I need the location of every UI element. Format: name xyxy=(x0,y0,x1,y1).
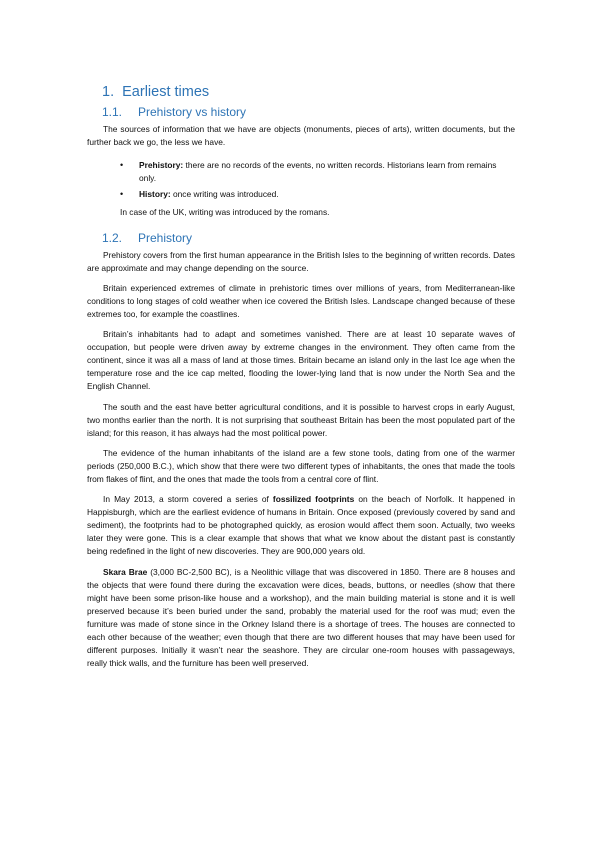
section-number: 1.2. xyxy=(102,230,123,245)
definition-text: there are no records of the events, no written records. Historians learn from remains only. xyxy=(139,160,497,184)
chapter-title: Earliest times xyxy=(122,84,210,100)
section-heading-1-1 xyxy=(102,104,515,120)
section-number: 1.1. xyxy=(102,105,123,119)
definition-list xyxy=(87,159,515,201)
section-intro-paragraph: The sources of information that we have are objects (monuments, pieces of arts), written documents, but the further back we go, the less we have. xyxy=(87,124,515,148)
chapter-heading xyxy=(102,82,515,102)
body-paragraph: The south and the east have better agricultural conditions, and it is possible to harvest crops in early August, two months earlier than the north. It is not surprising that southeast Britain has been the most populated part of the island; for this reason, it has always had the most political power. xyxy=(87,401,515,438)
body-paragraph xyxy=(87,566,515,671)
definition-term: Prehistory: xyxy=(139,160,184,171)
bold-term: fossilized footprints xyxy=(272,494,355,505)
list-item xyxy=(87,159,515,185)
body-paragraph: Britain experienced extremes of climate in prehistoric times over millions of years, from Mediterranean-like conditions to long stages of cold weather when ice covered the British Isles. Landscape changed because of these extremes too, for example the coastlines. xyxy=(87,282,515,319)
definition-term: History: xyxy=(139,189,171,200)
bullet-dot-icon: • xyxy=(120,189,124,200)
section-heading-1-2 xyxy=(102,230,515,246)
body-paragraph: The evidence of the human inhabitants of the island are a few stone tools, dating from one of the warmer periods (250,000 B.C.), which show that there were two different types of inhabitants, the ones that made the tools from flakes of flint, and the ones that made the tools from a central core of flint. xyxy=(87,447,515,484)
paragraph-text: In May 2013, a storm covered a series of xyxy=(103,494,273,505)
body-paragraph: Prehistory covers from the first human appearance in the British Isles to the beginning of written records. Dates are approximate and may change depending on the source. xyxy=(87,249,515,273)
paragraph-text: on the beach of Norfolk. It happened in Happisburgh, which are the earliest evidence of humans in Britain. Once exposed (previously covered by sand and sediment), the footprints had to be photographed quickly, as erosion would affect them soon. Actually, two weeks later they were gone. This is a clear example that shows that what we know about the distant past is constantly being redefined in the light of new discoveries. They are 900,000 years old. xyxy=(87,494,515,557)
chapter-number: 1. xyxy=(102,84,115,100)
document-content xyxy=(87,82,515,670)
section-title: Prehistory vs history xyxy=(138,105,247,119)
definition-text: once writing was introduced. xyxy=(170,189,279,200)
body-paragraph xyxy=(87,493,515,558)
list-item xyxy=(87,188,515,201)
section-title: Prehistory xyxy=(138,230,193,245)
body-paragraph: Britain’s inhabitants had to adapt and sometimes vanished. There are at least 10 separate waves of occupation, but people were driven away by extreme changes in the environment. They often came from the continent, since it was all a mass of land at those times. Britain became an island only in the last Ice age when the temperature rose and the ice cap melted, flooding the lower-lying land that is now under the North Sea and the English Channel. xyxy=(87,329,515,392)
note-paragraph: In case of the UK, writing was introduced by the romans. xyxy=(120,207,330,218)
paragraph-text: (3,000 BC-2,500 BC), is a Neolithic village that was discovered in 1850. There are 8 houses and the objects that were found there during the excavation were dices, beads, buttons, or needles (show that there might have been some prison-like house and a workshop), and the main building material is stone and it is well preserved because it’s been buried under the sand, probably the material used for the roof was mud; even the furniture was made of stone since in the Orkney Island there is a shortage of trees. The houses are connected to each other because of the weather; even though that there are two different houses that may have been used for different purposes. Initially it wasn’t near the seashore. They are circular one-room houses with passageways, really thick walls, and the furniture has been well preserved. xyxy=(87,566,515,669)
bullet-dot-icon: • xyxy=(120,160,124,171)
bold-term: Skara Brae xyxy=(103,566,148,577)
